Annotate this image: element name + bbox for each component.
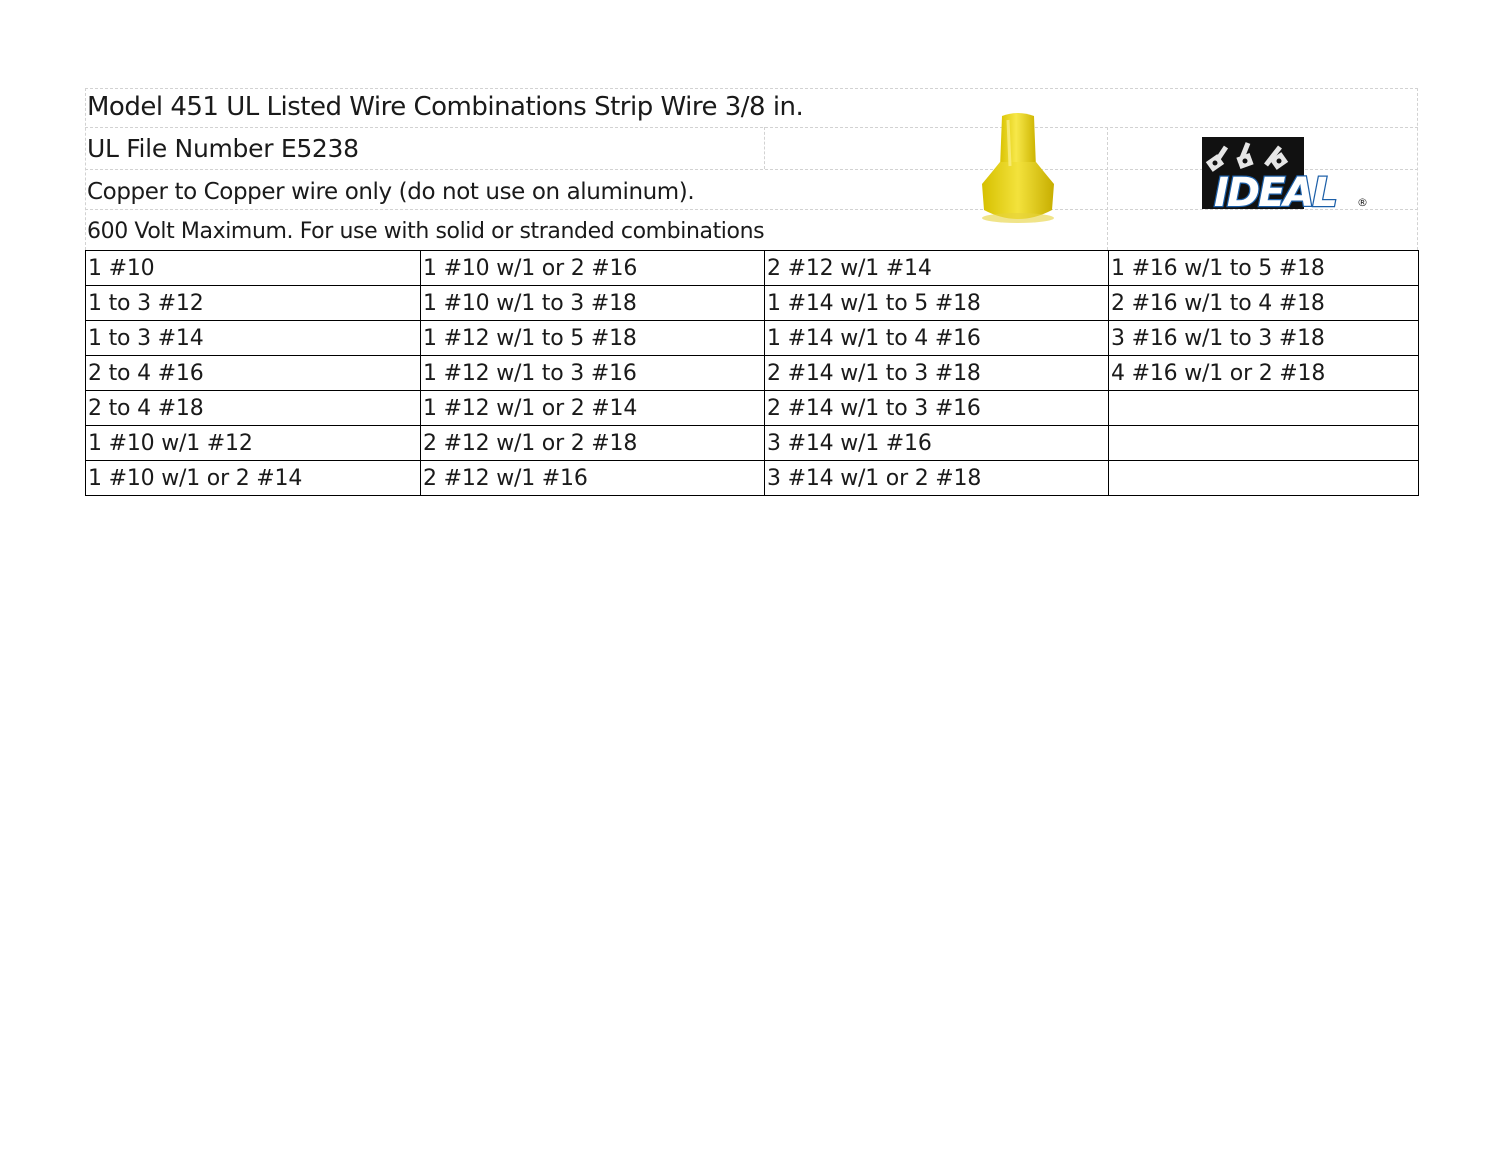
table-cell: 3 #14 w/1 #16: [765, 426, 1109, 461]
table-row: [86, 391, 1419, 426]
gridline: [764, 127, 765, 169]
table-cell: 1 #12 w/1 to 3 #16: [421, 356, 765, 391]
table-cell: 1 #10: [86, 251, 421, 286]
table-cell: 4 #16 w/1 or 2 #18: [1109, 356, 1419, 391]
table-cell: 1 #10 w/1 or 2 #16: [421, 251, 765, 286]
wire-connector-icon: [978, 110, 1058, 228]
table-cell: 2 #12 w/1 #16: [421, 461, 765, 496]
table-row: [86, 286, 1419, 321]
table-cell: [1109, 461, 1419, 496]
table-cell: 1 #14 w/1 to 4 #16: [765, 321, 1109, 356]
table-cell: 3 #14 w/1 or 2 #18: [765, 461, 1109, 496]
table-row: [86, 321, 1419, 356]
table-cell: 2 #14 w/1 to 3 #18: [765, 356, 1109, 391]
material-note: Copper to Copper wire only (do not use on aluminum).: [87, 179, 695, 205]
registered-mark: ®: [1357, 196, 1368, 209]
ul-file-number: UL File Number E5238: [87, 134, 359, 163]
table-cell: 1 #12 w/1 to 5 #18: [421, 321, 765, 356]
gridline: [85, 127, 1418, 128]
table-cell: 3 #16 w/1 to 3 #18: [1109, 321, 1419, 356]
table-cell: 1 #10 w/1 #12: [86, 426, 421, 461]
table-row: [86, 461, 1419, 496]
table-cell: [1109, 391, 1419, 426]
gridline: [1417, 88, 1418, 250]
gridline: [85, 88, 1418, 89]
page-title: Model 451 UL Listed Wire Combinations Strip Wire 3/8 in.: [87, 92, 804, 122]
spreadsheet-page: [85, 88, 1418, 498]
brand-logo: [1200, 135, 1370, 213]
table-row: [86, 356, 1419, 391]
logo-wordmark: IDEAL: [1214, 170, 1336, 213]
table-cell: 1 to 3 #14: [86, 321, 421, 356]
table-cell: 1 #10 w/1 to 3 #18: [421, 286, 765, 321]
table-cell: 1 #14 w/1 to 5 #18: [765, 286, 1109, 321]
table-cell: 1 #10 w/1 or 2 #14: [86, 461, 421, 496]
voltage-note: 600 Volt Maximum. For use with solid or stranded combinations: [87, 219, 765, 244]
table-row: [86, 426, 1419, 461]
wire-combinations-table: [85, 250, 1419, 496]
table-cell: 2 to 4 #16: [86, 356, 421, 391]
gridline: [1107, 127, 1108, 250]
table-cell: 2 to 4 #18: [86, 391, 421, 426]
table-cell: 1 #16 w/1 to 5 #18: [1109, 251, 1419, 286]
table-cell: 2 #16 w/1 to 4 #18: [1109, 286, 1419, 321]
table-row: [86, 251, 1419, 286]
gridline: [85, 88, 86, 250]
table-cell: 1 to 3 #12: [86, 286, 421, 321]
table-cell: 2 #14 w/1 to 3 #16: [765, 391, 1109, 426]
table-cell: 2 #12 w/1 #14: [765, 251, 1109, 286]
table-cell: [1109, 426, 1419, 461]
table-cell: 2 #12 w/1 or 2 #18: [421, 426, 765, 461]
table-cell: 1 #12 w/1 or 2 #14: [421, 391, 765, 426]
